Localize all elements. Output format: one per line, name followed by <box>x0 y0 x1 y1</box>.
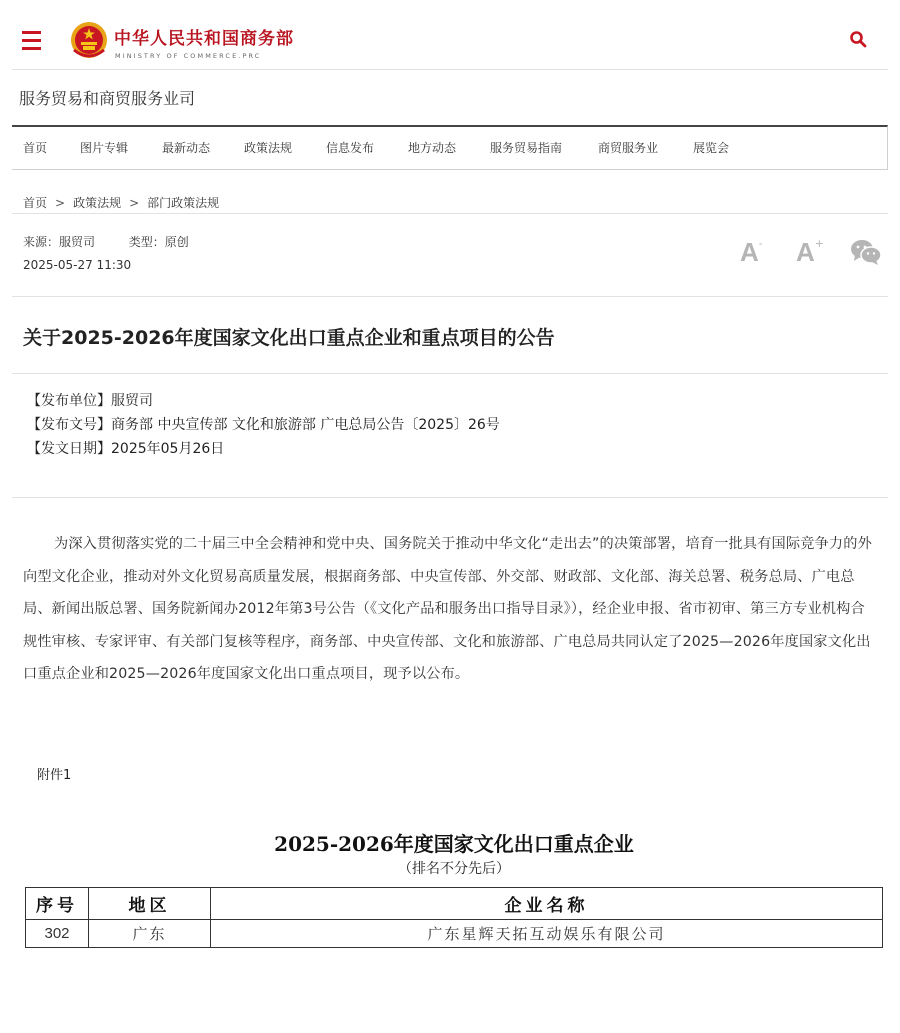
info-label: 【发布单位】 <box>27 393 111 409</box>
menu-icon[interactable] <box>22 31 41 50</box>
source-label: 来源： <box>23 235 60 249</box>
header-index: 序号 <box>26 888 89 920</box>
nav-item-commerce-services[interactable]: 商贸服务业 <box>598 141 659 155</box>
breadcrumb-dept-policy[interactable]: 部门政策法规 <box>147 196 220 210</box>
info-doc-number <box>27 414 500 434</box>
info-date <box>27 438 224 458</box>
breadcrumb-policy[interactable]: 政策法规 <box>73 196 122 210</box>
logo-subtitle: MINISTRY OF COMMERCE.PRC <box>115 52 262 60</box>
nav-item-exhibition[interactable]: 展览会 <box>693 141 730 155</box>
breadcrumb-separator: > <box>55 196 66 210</box>
breadcrumb <box>23 194 219 211</box>
info-label: 【发文日期】 <box>27 441 111 457</box>
national-emblem-icon[interactable] <box>70 20 108 60</box>
nav-item-info[interactable]: 信息发布 <box>326 141 375 155</box>
info-value: 2025年05月26日 <box>111 441 225 457</box>
nav-item-local[interactable]: 地方动态 <box>408 141 457 155</box>
table-title: 2025-2026年度国家文化出口重点企业 <box>274 832 634 856</box>
meta-divider <box>12 296 888 297</box>
info-label: 【发布文号】 <box>27 417 111 433</box>
header-company: 企业名称 <box>211 888 883 920</box>
cell-company: 广东星辉天拓互动娱乐有限公司 <box>211 920 883 948</box>
breadcrumb-separator: > <box>129 196 140 210</box>
nav-item-policy[interactable]: 政策法规 <box>244 141 293 155</box>
enterprise-table <box>25 887 883 948</box>
main-nav <box>12 125 888 170</box>
article-datetime: 2025-05-27 11:30 <box>23 258 132 272</box>
info-issuer <box>27 390 153 410</box>
department-name[interactable]: 服务贸易和商贸服务业司 <box>19 89 196 108</box>
article-source-type <box>23 233 189 250</box>
type-value: 原创 <box>164 235 189 249</box>
wechat-icon[interactable] <box>850 238 882 266</box>
header-region: 地区 <box>89 888 211 920</box>
type-label: 类型： <box>128 235 165 249</box>
header-divider <box>12 69 888 70</box>
nav-item-news[interactable]: 最新动态 <box>162 141 211 155</box>
info-value: 商务部 中央宣传部 文化和旅游部 广电总局公告〔2025〕26号 <box>111 417 500 433</box>
info-value: 服贸司 <box>111 393 153 409</box>
info-divider <box>12 497 888 498</box>
nav-item-photos[interactable]: 图片专辑 <box>80 141 129 155</box>
breadcrumb-home[interactable]: 首页 <box>23 196 48 210</box>
nav-item-trade-guide[interactable]: 服务贸易指南 <box>490 141 563 155</box>
breadcrumb-divider <box>12 213 888 214</box>
article-body: 为深入贯彻落实党的二十届三中全会精神和党中央、国务院关于推动中华文化“走出去”的决策部署，培育一批具有国际竞争力的外向型文化企业，推动对外文化贸易高质量发展，根据商务部、中央宣传部、外交部、财政部、文化部、海关总署、税务总局、广电总局、新闻出版总署、国务院新闻办2012年第3号公告（《文化产品和服务出口指导目录》），经企业申报、省市初审、第三方专业机构合规性审核、专家评审、有关部门复核等程序，商务部、中央宣传部、文化和旅游部、广电总局共同认定了2025—2026年度国家文化出口重点企业和2025—2026年度国家文化出口重点项目，现予以公布。 <box>23 536 872 682</box>
title-divider <box>12 373 888 374</box>
logo-title[interactable]: 中华人民共和国商务部 <box>114 29 294 49</box>
table-subtitle: （排名不分先后） <box>398 861 510 877</box>
cell-index: 302 <box>26 920 89 948</box>
top-bar <box>0 0 900 70</box>
font-decrease-button[interactable]: A- <box>740 237 763 267</box>
nav-item-home[interactable]: 首页 <box>23 141 48 155</box>
search-icon[interactable] <box>849 30 867 48</box>
cell-region: 广东 <box>89 920 211 948</box>
article-title: 关于2025-2026年度国家文化出口重点企业和重点项目的公告 <box>23 327 555 349</box>
attachment-label: 附件1 <box>37 768 72 783</box>
source-value: 服贸司 <box>59 235 96 249</box>
font-increase-button[interactable]: A+ <box>796 237 824 267</box>
table-row <box>26 920 883 948</box>
table-header-row <box>26 888 883 920</box>
